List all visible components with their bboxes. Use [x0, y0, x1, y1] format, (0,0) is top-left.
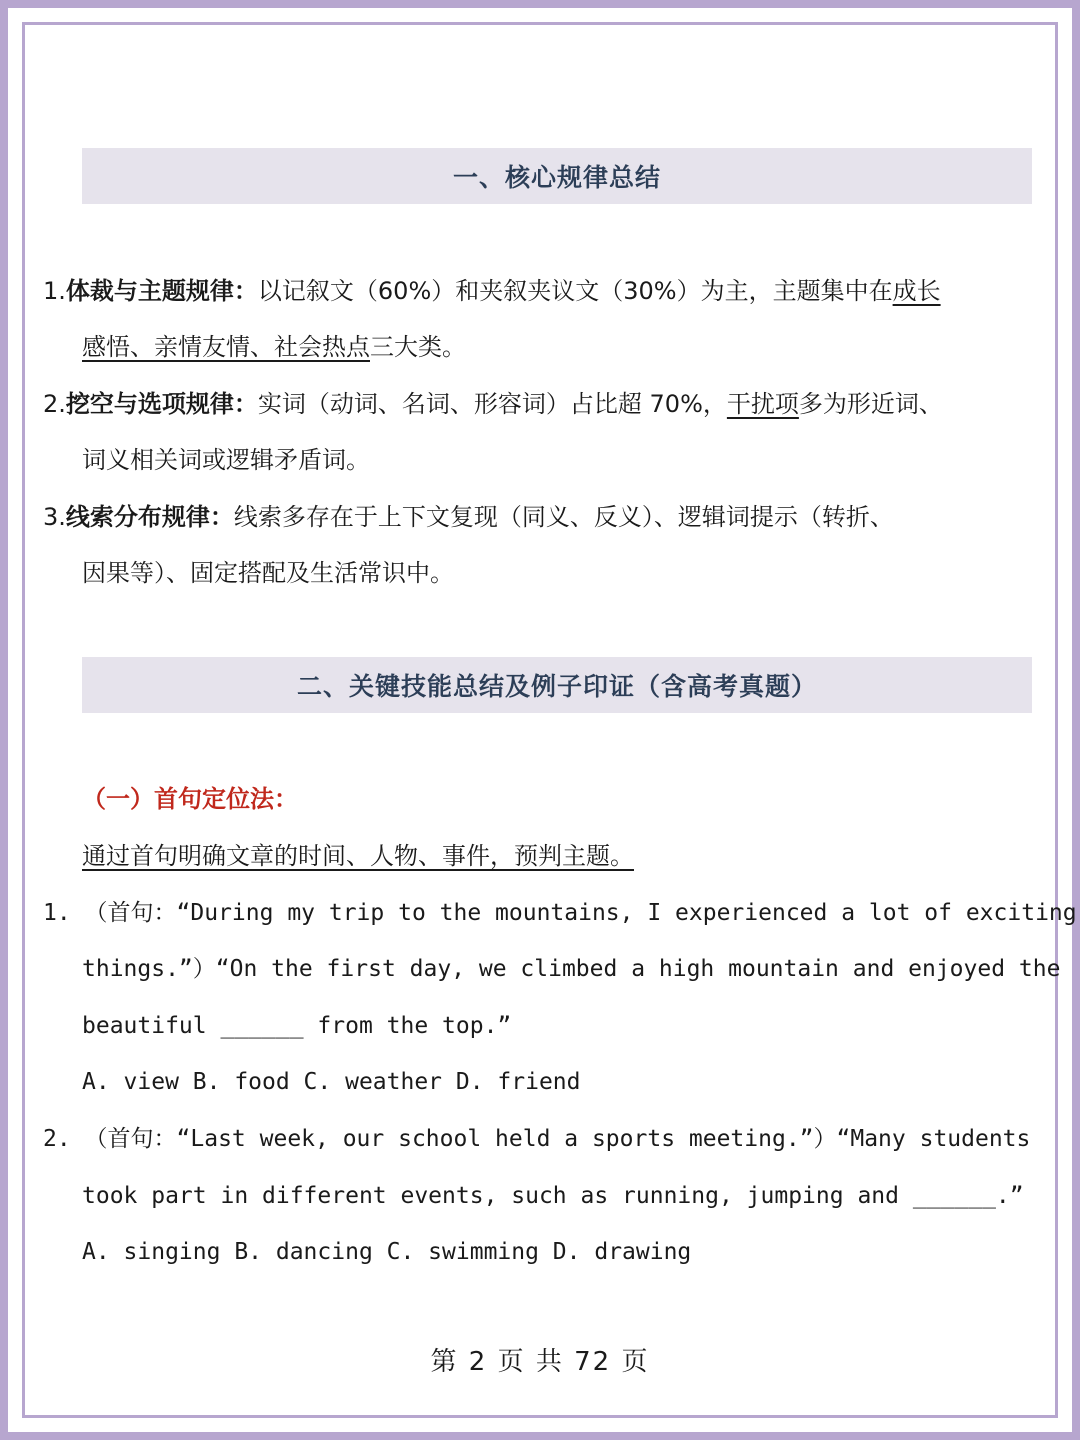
example-2-line-1: 2. （首句：“Last week, our school held a sports meeting.”）“Many students: [43, 1126, 1031, 1152]
page-frame: [8, 8, 1077, 1432]
item-heading: 线索分布规律：: [65, 503, 234, 531]
example-1-line-1: 1. （首句：“During my trip to the mountains, I experienced a lot of exciting: [43, 900, 1077, 926]
item-underlined: 成长: [892, 277, 941, 305]
section1-title: 一、核心规律总结: [82, 148, 1032, 204]
item-underlined: 感悟、亲情友情、社会热点: [82, 333, 370, 361]
rule-item-1: [43, 275, 941, 307]
item-heading: 体裁与主题规律：: [65, 277, 258, 305]
item-text: 以记叙文（60%）和夹叙夹议文（30%）为主，主题集中在: [257, 277, 893, 305]
item-text: 多为形近词、: [798, 390, 943, 418]
example-1-line-2: things.”）“On the first day, we climbed a high mountain and enjoyed the: [82, 956, 1061, 982]
rule-item-3-cont: 因果等）、固定搭配及生活常识中。: [82, 559, 454, 587]
section2-title: 二、关键技能总结及例子印证（含高考真题）: [82, 657, 1032, 713]
subsection-description: 通过首句明确文章的时间、人物、事件，预判主题。: [82, 842, 634, 870]
rule-item-2: [43, 388, 943, 420]
subsection-title: （一）首句定位法：: [82, 785, 298, 813]
page-number: 第 2 页 共 72 页: [430, 1347, 650, 1377]
item-text: 线索多存在于上下文复现（同义、反义）、逻辑词提示（转折、: [233, 503, 894, 531]
document-page: [22, 22, 1077, 1418]
item-number: 2.: [43, 390, 66, 418]
item-heading: 挖空与选项规律：: [65, 390, 258, 418]
example-1-line-3: beautiful ______ from the top.”: [82, 1013, 512, 1039]
rule-item-1-cont: [82, 331, 466, 363]
item-underlined: 干扰项: [726, 390, 799, 418]
example-1-options: A. view B. food C. weather D. friend: [82, 1069, 581, 1095]
item-text: 实词（动词、名词、形容词）占比超 70%，: [257, 390, 727, 418]
rule-item-3: [43, 501, 894, 533]
rule-item-2-cont: 词义相关词或逻辑矛盾词。: [82, 446, 370, 474]
item-number: 1.: [43, 277, 66, 305]
example-2-options: A. singing B. dancing C. swimming D. drawing: [82, 1239, 692, 1265]
item-number: 3.: [43, 503, 66, 531]
item-text: 三大类。: [370, 333, 466, 361]
example-2-line-2: took part in different events, such as running, jumping and ______.”: [82, 1183, 1024, 1209]
